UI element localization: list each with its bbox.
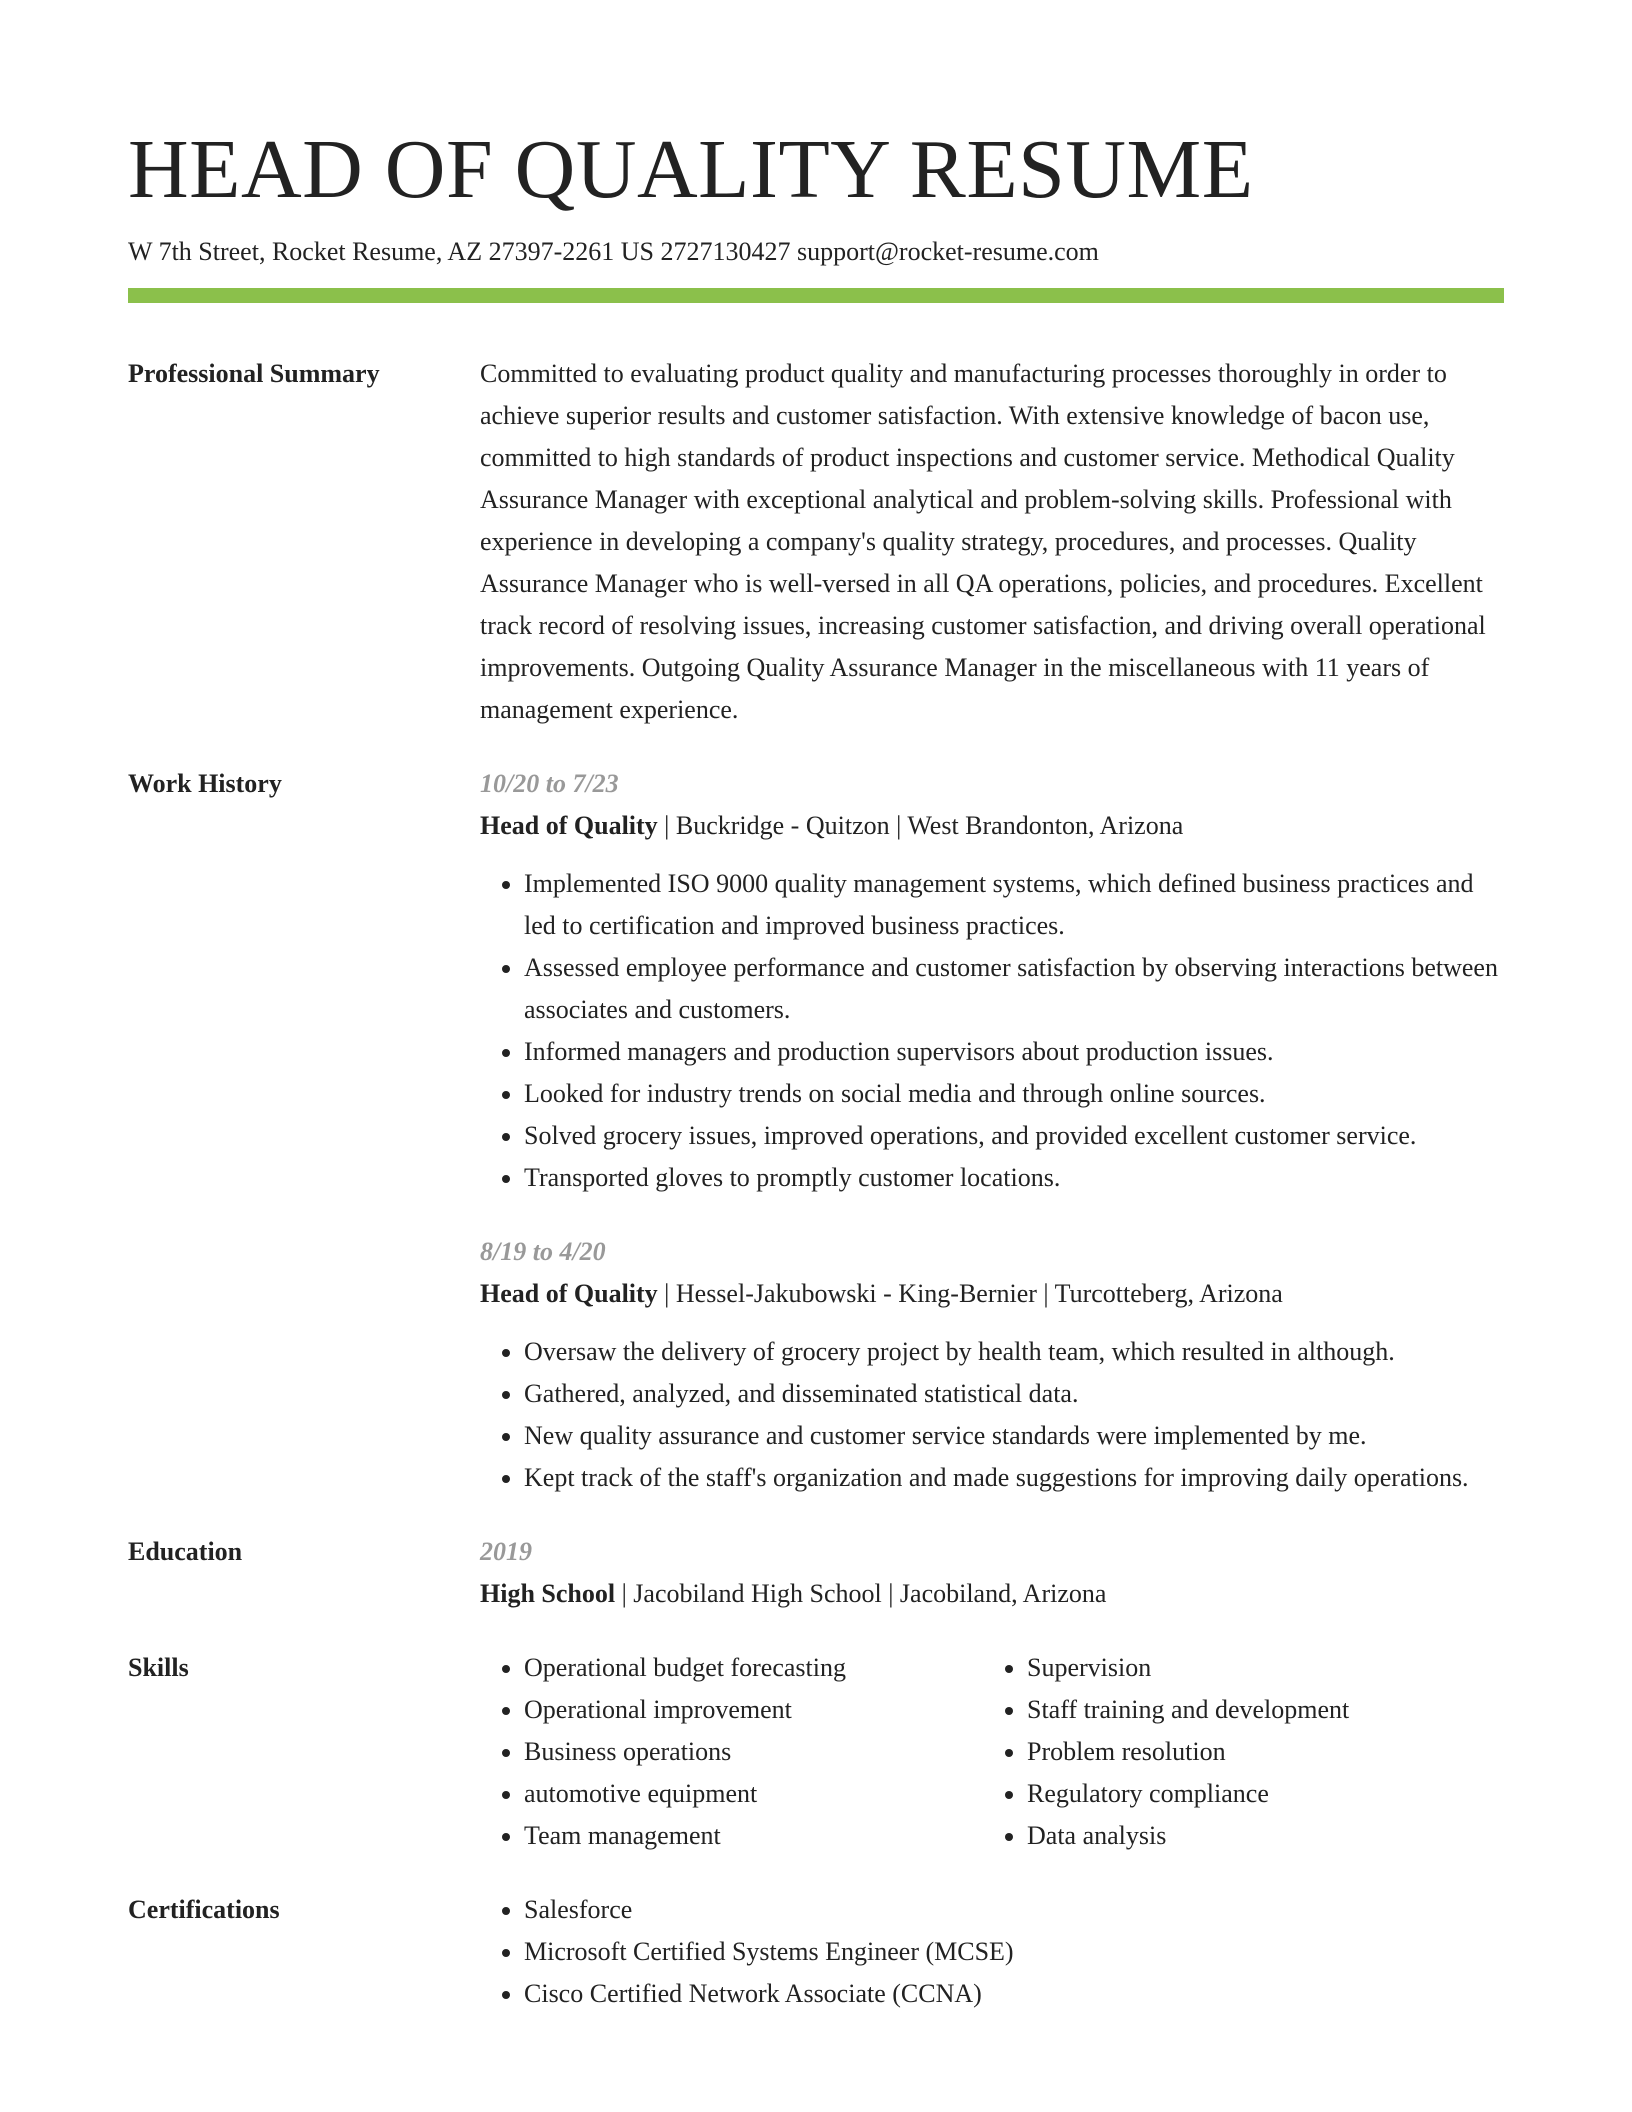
list-item: • Business operations xyxy=(524,1731,983,1773)
list-item: • Transported gloves to promptly customer locations. xyxy=(524,1157,1504,1199)
job-entry xyxy=(480,763,1504,1199)
list-item: • Operational budget forecasting xyxy=(524,1647,983,1689)
list-item: • Staff training and development xyxy=(1027,1689,1504,1731)
section-label-skills: Skills xyxy=(128,1653,189,1682)
skills-body xyxy=(480,1647,1504,1857)
list-item: • Kept track of the staff's organization and made suggestions for improving daily operations. xyxy=(524,1457,1504,1499)
contact-line: W 7th Street, Rocket Resume, AZ 27397-2261 US 2727130427 support@rocket-resume.com xyxy=(128,237,1099,266)
resume-title: HEAD OF QUALITY RESUME xyxy=(128,123,1254,216)
job-dates: 10/20 to 7/23 xyxy=(480,769,619,798)
education-details: | Jacobiland High School | Jacobiland, Arizona xyxy=(615,1579,1107,1608)
certifications-list xyxy=(480,1889,1504,2015)
list-item: • Gathered, analyzed, and disseminated statistical data. xyxy=(524,1373,1504,1415)
job-entry xyxy=(480,1231,1504,1499)
education-body xyxy=(480,1531,1504,1615)
job-title: Head of Quality xyxy=(480,811,658,840)
skills-column-left xyxy=(480,1647,983,1857)
resume-page xyxy=(128,118,1504,2015)
list-item: • Team management xyxy=(524,1815,983,1857)
section-label-education: Education xyxy=(128,1537,243,1566)
job-bullets xyxy=(480,863,1504,1199)
education-degree: High School xyxy=(480,1579,616,1608)
list-item: • Implemented ISO 9000 quality management systems, which defined business practices and led to certification and improved business practices. xyxy=(524,863,1504,947)
skills-section xyxy=(128,1647,1504,1857)
job-heading xyxy=(480,805,1504,847)
list-item: • Regulatory compliance xyxy=(1027,1773,1504,1815)
education-heading xyxy=(480,1573,1504,1615)
list-item: • Assessed employee performance and customer satisfaction by observing interactions between associates and customers. xyxy=(524,947,1504,1031)
list-item: • Supervision xyxy=(1027,1647,1504,1689)
list-item: • Oversaw the delivery of grocery project by health team, which resulted in although. xyxy=(524,1331,1504,1373)
summary-section xyxy=(128,353,1504,731)
skills-column-right xyxy=(983,1647,1504,1857)
job-details: | Buckridge - Quitzon | West Brandonton, Arizona xyxy=(657,811,1184,840)
list-item: • Microsoft Certified Systems Engineer (MCSE) xyxy=(524,1931,1504,1973)
list-item: • New quality assurance and customer service standards were implemented by me. xyxy=(524,1415,1504,1457)
list-item: • Informed managers and production supervisors about production issues. xyxy=(524,1031,1504,1073)
list-item: • Operational improvement xyxy=(524,1689,983,1731)
job-title: Head of Quality xyxy=(480,1279,658,1308)
list-item: • Data analysis xyxy=(1027,1815,1504,1857)
certifications-section xyxy=(128,1889,1504,2015)
certifications-body xyxy=(480,1889,1504,2015)
education-section xyxy=(128,1531,1504,1615)
job-heading xyxy=(480,1273,1504,1315)
job-dates: 8/19 to 4/20 xyxy=(480,1237,606,1266)
list-item: • Cisco Certified Network Associate (CCNA) xyxy=(524,1973,1504,2015)
summary-text: Committed to evaluating product quality and manufacturing processes thoroughly in order to achieve superior results and customer satisfaction. With extensive knowledge of bacon use, committed to high standards of product inspections and customer service. Methodical Quality Assurance Manager with exceptional analytical and problem-solving skills. Professional with experience in developing a company's quality strategy, procedures, and processes. Quality Assurance Manager who is well-versed in all QA operations, policies, and procedures. Excellent track record of resolving issues, increasing customer satisfaction, and driving overall operational improvements. Outgoing Quality Assurance Manager in the miscellaneous with 11 years of management experience. xyxy=(480,359,1486,724)
work-history-body xyxy=(480,763,1504,1499)
list-item: • Problem resolution xyxy=(1027,1731,1504,1773)
list-item: • automotive equipment xyxy=(524,1773,983,1815)
section-label-summary: Professional Summary xyxy=(128,359,380,388)
list-item: • Solved grocery issues, improved operations, and provided excellent customer service. xyxy=(524,1115,1504,1157)
list-item: • Looked for industry trends on social media and through online sources. xyxy=(524,1073,1504,1115)
accent-divider xyxy=(128,288,1504,303)
section-label-certifications: Certifications xyxy=(128,1895,280,1924)
skills-list xyxy=(983,1647,1504,1857)
section-label-work-history: Work History xyxy=(128,769,282,798)
work-history-section xyxy=(128,763,1504,1499)
skills-list xyxy=(480,1647,983,1857)
job-bullets xyxy=(480,1331,1504,1499)
education-year: 2019 xyxy=(480,1537,532,1566)
job-details: | Hessel-Jakubowski - King-Bernier | Turcotteberg, Arizona xyxy=(657,1279,1283,1308)
list-item: • Salesforce xyxy=(524,1889,1504,1931)
